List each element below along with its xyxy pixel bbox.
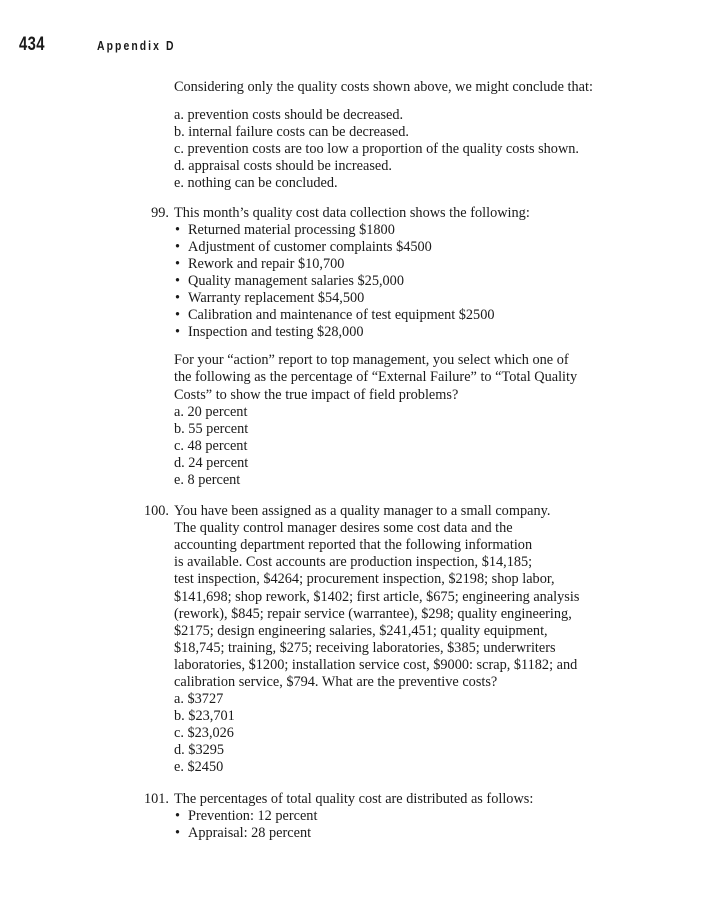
answer-choice-e: e. $2450	[174, 759, 224, 776]
question-stem	[174, 503, 634, 691]
bullet-icon: •	[175, 290, 181, 307]
bullet-icon: •	[175, 324, 181, 341]
question-number: 100.	[143, 503, 169, 520]
list-item: • Rework and repair $10,700	[175, 255, 345, 272]
answer-choices	[174, 691, 634, 776]
page-number: 434	[19, 34, 45, 55]
answer-choice-a: a. prevention costs should be decreased.	[174, 107, 404, 124]
page-body	[143, 79, 634, 842]
answer-choice-c: c. $23,026	[174, 725, 234, 742]
stem-line: accounting department reported that the following information	[174, 537, 533, 554]
answer-choice-d: d. appraisal costs should be increased.	[174, 158, 392, 175]
list-item: • Calibration and maintenance of test equipment $2500	[175, 307, 495, 324]
answer-choice-e: e. 8 percent	[174, 471, 241, 488]
question-98-continued	[174, 79, 634, 193]
list-item: • Inspection and testing $28,000	[175, 324, 364, 341]
answer-choice-a: a. 20 percent	[174, 403, 248, 420]
question-100	[143, 503, 634, 777]
answer-choice-c: c. prevention costs are too low a proportion of the quality costs shown.	[174, 141, 579, 158]
answer-choice-a: a. $3727	[174, 691, 224, 708]
followup-line: the following as the percentage of “External Failure” to “Total Quality	[174, 369, 578, 386]
stem-line: $2175; design engineering salaries, $241,451; quality equipment,	[174, 622, 548, 639]
answer-choice-e: e. nothing can be concluded.	[174, 175, 338, 192]
answer-choice-d: d. $3295	[174, 742, 225, 759]
stem-line: laboratories, $1200; installation service cost, $9000: scrap, $1182; and	[174, 656, 578, 673]
list-item: • Appraisal: 28 percent	[175, 824, 312, 841]
followup-line: Costs” to show the true impact of field problems?	[174, 386, 459, 403]
list-item: • Adjustment of customer complaints $4500	[175, 238, 432, 255]
bullet-icon: •	[175, 807, 181, 824]
answer-choices	[174, 404, 634, 489]
answer-choice-b: b. $23,701	[174, 708, 235, 725]
answer-choice-b: b. 55 percent	[174, 420, 249, 437]
bullet-icon: •	[175, 307, 181, 324]
question-followup	[174, 352, 634, 403]
bullet-icon: •	[175, 272, 181, 289]
stem-line: calibration service, $794. What are the preventive costs?	[174, 674, 498, 690]
answer-choice-d: d. 24 percent	[174, 454, 249, 471]
bullet-icon: •	[175, 221, 181, 238]
list-item: • Returned material processing $1800	[175, 221, 395, 238]
question-stem: Considering only the quality costs shown above, we might conclude that:	[174, 79, 593, 95]
answer-choice-b: b. internal failure costs can be decreased.	[174, 124, 409, 141]
stem-line: You have been assigned as a quality manager to a small company.	[174, 503, 551, 520]
stem-line: The quality control manager desires some cost data and the	[174, 520, 513, 537]
stem-line: test inspection, $4264; procurement inspection, $2198; shop labor,	[174, 571, 555, 588]
answer-choices	[174, 107, 634, 192]
question-101	[143, 790, 634, 842]
bullet-icon: •	[175, 238, 181, 255]
bullet-list	[174, 222, 634, 342]
list-item: • Warranty replacement $54,500	[175, 290, 365, 307]
list-item: • Prevention: 12 percent	[175, 807, 318, 824]
stem-line: (rework), $845; repair service (warrantee), $298; quality engineering,	[174, 605, 572, 622]
stem-line: $141,698; shop rework, $1402; first article, $675; engineering analysis	[174, 588, 580, 605]
running-head: Appendix D	[97, 38, 176, 53]
list-item: • Quality management salaries $25,000	[175, 272, 404, 289]
question-number: 99.	[151, 204, 169, 221]
question-stem: The percentages of total quality cost are distributed as follows:	[174, 790, 534, 807]
question-number: 101.	[143, 790, 169, 807]
bullet-icon: •	[175, 255, 181, 272]
followup-line: For your “action” report to top management, you select which one of	[174, 352, 569, 369]
bullet-list	[174, 808, 634, 842]
question-stem: This month’s quality cost data collection shows the following:	[174, 204, 530, 221]
bullet-icon: •	[175, 824, 181, 841]
question-99	[151, 204, 634, 490]
stem-line: is available. Cost accounts are production inspection, $14,185;	[174, 554, 533, 571]
answer-choice-c: c. 48 percent	[174, 437, 248, 454]
stem-line: $18,745; training, $275; receiving laboratories, $385; underwriters	[174, 639, 556, 656]
